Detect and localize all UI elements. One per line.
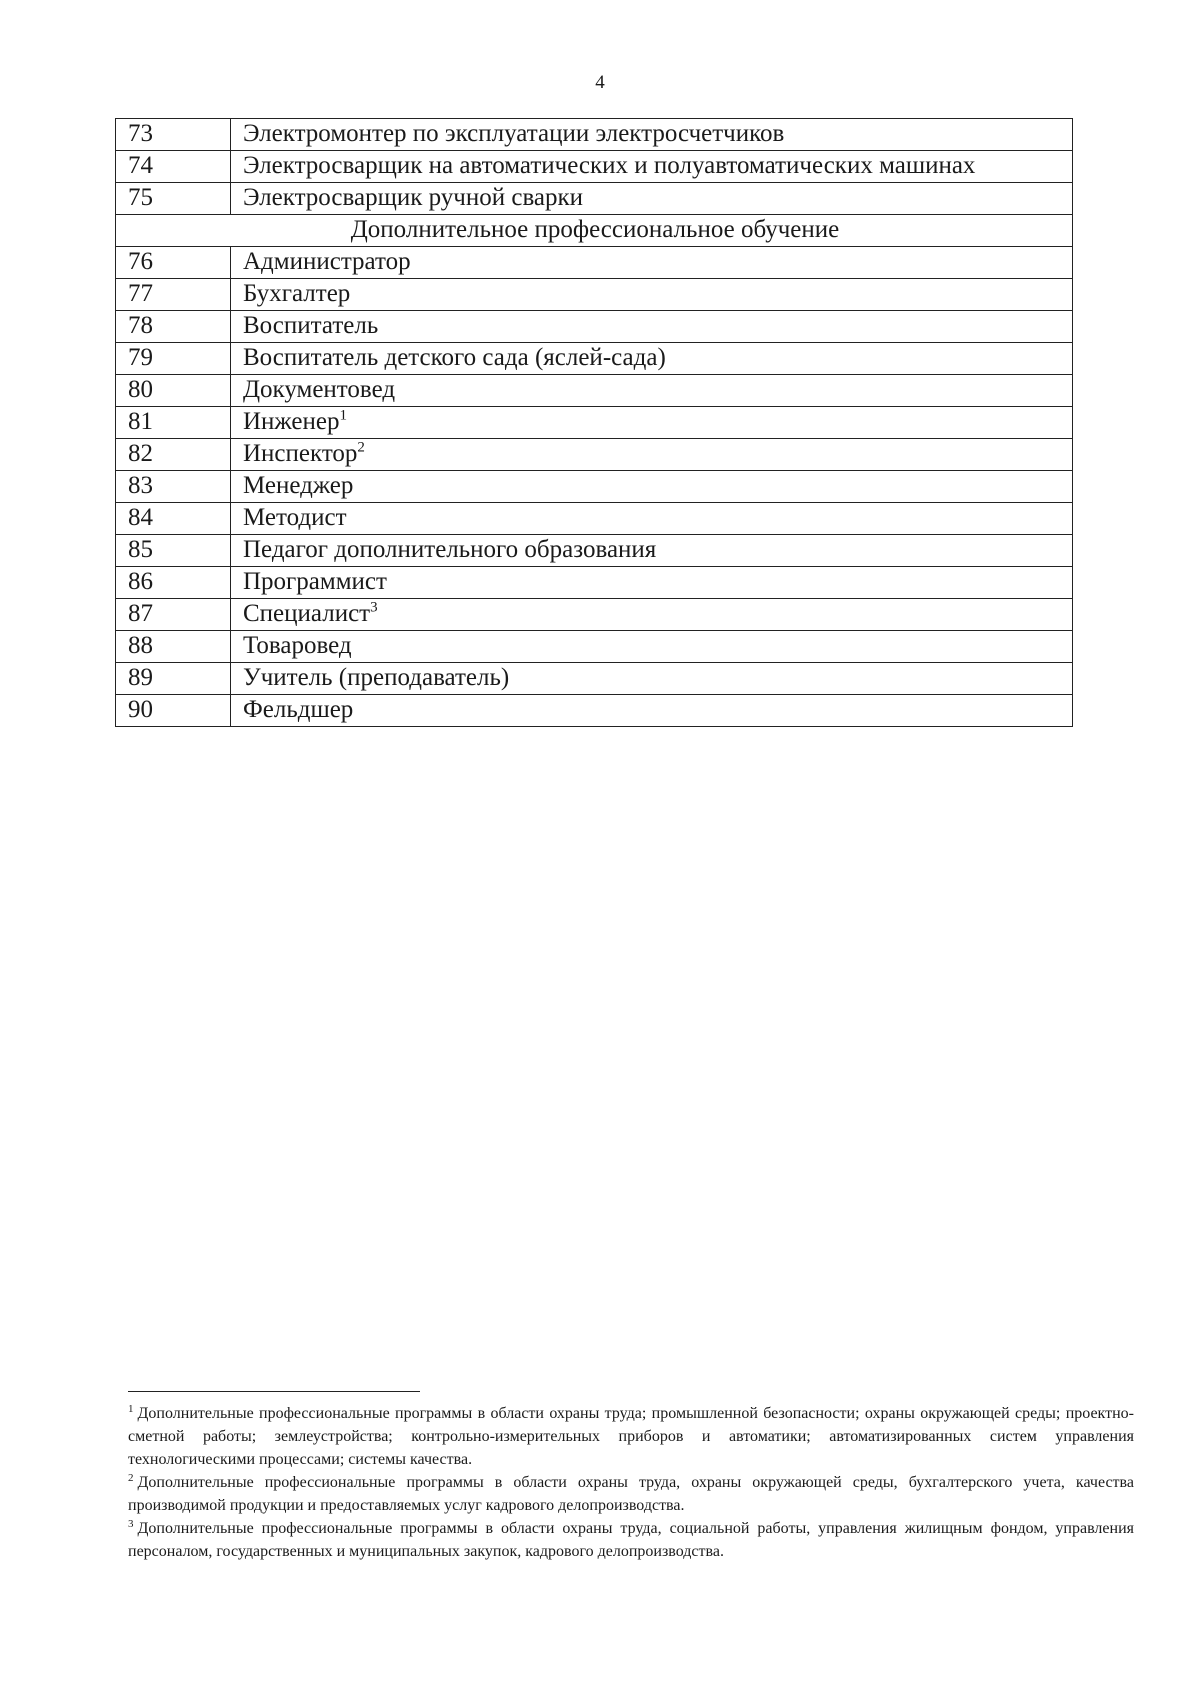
footnote: [128, 1517, 1134, 1563]
table-row: [116, 503, 1073, 535]
table-row: [116, 119, 1073, 151]
footnote-mark: 1: [128, 1402, 134, 1415]
occupation-cell: [231, 567, 1073, 599]
occupation-name: Воспитатель: [243, 312, 379, 340]
occupation-cell: [231, 631, 1073, 663]
row-number: 78: [116, 311, 231, 343]
occupation-cell: [231, 311, 1073, 343]
table-row: [116, 279, 1073, 311]
footnote-separator: [128, 1391, 420, 1392]
occupation-name: Программист: [243, 568, 387, 596]
row-number: 86: [116, 567, 231, 599]
table-row: [116, 695, 1073, 727]
table-row: [116, 247, 1073, 279]
row-number: 73: [116, 119, 231, 151]
row-number: 89: [116, 663, 231, 695]
occupation-name: Бухгалтер: [243, 280, 351, 308]
occupation-name: Товаровед: [243, 632, 352, 660]
row-number: 79: [116, 343, 231, 375]
row-number: 90: [116, 695, 231, 727]
occupation-name: Специалист: [243, 600, 371, 628]
page-number: 4: [595, 72, 605, 93]
row-number: 87: [116, 599, 231, 631]
footnote-mark: 3: [128, 1517, 134, 1530]
footnotes: [128, 1402, 1134, 1563]
row-number: 74: [116, 151, 231, 183]
table-row: [116, 567, 1073, 599]
row-number: 81: [116, 407, 231, 439]
occupation-name: Воспитатель детского сада (яслей-сада): [243, 344, 666, 372]
occupations-table-body: [116, 119, 1073, 727]
occupation-cell: [231, 119, 1073, 151]
occupation-name: Электромонтер по эксплуатации электросчетчиков: [243, 120, 785, 148]
footnote-text: Дополнительные профессиональные программы в области охраны труда, социальной работы, управления жилищным фондом, управления персоналом, государственных и муниципальных закупок, кадрового делопроизводства.: [128, 1520, 1134, 1560]
footnote: [128, 1471, 1134, 1517]
row-number: 82: [116, 439, 231, 471]
occupation-cell: [231, 183, 1073, 215]
footnote-reference: 3: [370, 600, 378, 617]
occupation-cell: [231, 407, 1073, 439]
occupation-name: Документовед: [243, 376, 396, 404]
occupation-name: Инженер: [243, 408, 340, 436]
occupation-cell: [231, 663, 1073, 695]
occupation-cell: [231, 535, 1073, 567]
footnote-reference: 1: [339, 408, 347, 425]
footnote-text: Дополнительные профессиональные программы в области охраны труда; промышленной безопасности; охраны окружающей среды; проектно-сметной работы; землеустройства; контрольно-измерительных приборов и автоматики; автоматизированных систем управления технологическими процессами; системы качества.: [128, 1405, 1134, 1468]
table-row: [116, 343, 1073, 375]
table-row: [116, 407, 1073, 439]
occupation-cell: [231, 375, 1073, 407]
footnote-mark: 2: [128, 1471, 134, 1484]
table-row: [116, 663, 1073, 695]
row-number: 77: [116, 279, 231, 311]
occupation-name: Педагог дополнительного образования: [243, 536, 657, 564]
row-number: 84: [116, 503, 231, 535]
table-row: [116, 535, 1073, 567]
section-title: Дополнительное профессиональное обучение: [116, 215, 1073, 247]
occupation-name: Учитель (преподаватель): [243, 664, 510, 692]
occupation-name: Инспектор: [243, 440, 358, 468]
row-number: 85: [116, 535, 231, 567]
occupation-cell: [231, 471, 1073, 503]
occupation-name: Фельдшер: [243, 696, 354, 724]
occupation-cell: [231, 151, 1073, 183]
row-number: 80: [116, 375, 231, 407]
table-row: [116, 311, 1073, 343]
table-row: [116, 151, 1073, 183]
table-row: [116, 183, 1073, 215]
occupation-name: Администратор: [243, 248, 411, 276]
row-number: 75: [116, 183, 231, 215]
occupation-cell: [231, 279, 1073, 311]
occupation-name: Электросварщик ручной сварки: [243, 184, 584, 212]
table-row: [116, 599, 1073, 631]
section-row: [116, 215, 1073, 247]
occupations-table: [115, 118, 1073, 727]
occupation-cell: [231, 695, 1073, 727]
footnote: [128, 1402, 1134, 1471]
occupation-name: Электросварщик на автоматических и полуавтоматических машинах: [243, 152, 976, 180]
occupation-name: Менеджер: [243, 472, 354, 500]
table-row: [116, 375, 1073, 407]
occupation-cell: [231, 503, 1073, 535]
row-number: 76: [116, 247, 231, 279]
row-number: 83: [116, 471, 231, 503]
occupation-cell: [231, 343, 1073, 375]
table-row: [116, 631, 1073, 663]
table-row: [116, 439, 1073, 471]
occupation-cell: [231, 599, 1073, 631]
footnote-text: Дополнительные профессиональные программы в области охраны труда, охраны окружающей среды, бухгалтерского учета, качества производимой продукции и предоставляемых услуг кадрового делопроизводства.: [128, 1474, 1134, 1514]
occupation-cell: [231, 439, 1073, 471]
table-row: [116, 471, 1073, 503]
footnote-reference: 2: [357, 440, 365, 457]
row-number: 88: [116, 631, 231, 663]
occupation-cell: [231, 247, 1073, 279]
occupation-name: Методист: [243, 504, 347, 532]
